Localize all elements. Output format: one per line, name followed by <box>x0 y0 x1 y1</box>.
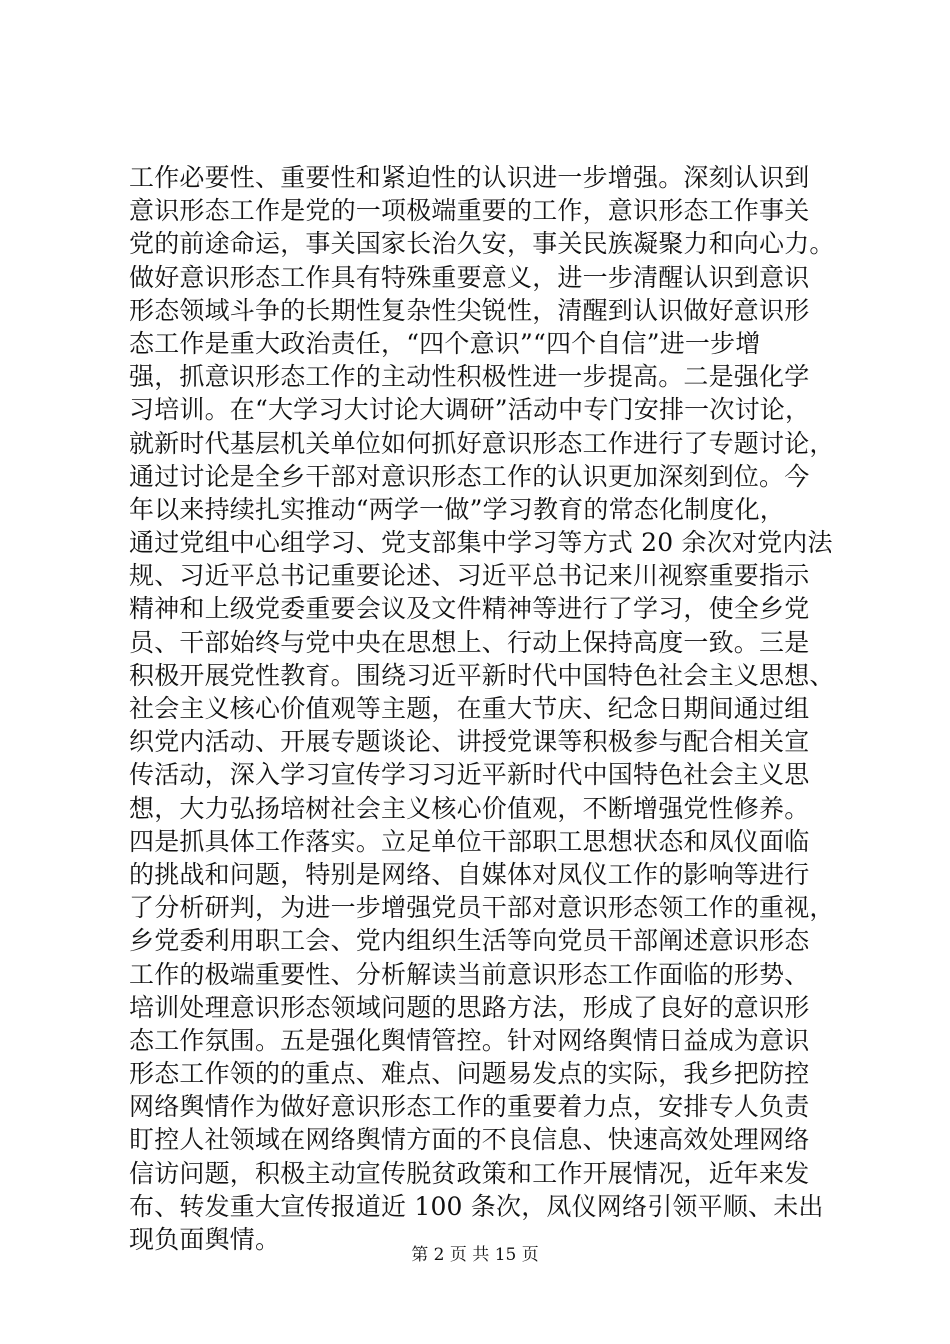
body-line: 网络舆情作为做好意识形态工作的重要着力点，安排专人负责 <box>129 1092 810 1122</box>
body-line: 通过党组中心组学习、党支部集中学习等方式 20 余次对党内法 <box>129 528 833 558</box>
body-line: 就新时代基层机关单位如何抓好意识形态工作进行了专题讨论， <box>129 428 835 458</box>
page-number-footer: 第 2 页 共 15 页 <box>411 1245 539 1265</box>
body-line: 形态工作领的的重点、难点、问题易发点的实际，我乡把防控 <box>129 1059 810 1089</box>
body-line: 态工作是重大政治责任，“四个意识”“四个自信”进一步增 <box>129 328 761 358</box>
body-line: 形态领域斗争的长期性复杂性尖锐性，清醒到认识做好意识形 <box>129 295 810 325</box>
body-line: 社会主义核心价值观等主题，在重大节庆、纪念日期间通过组 <box>129 694 810 723</box>
body-line: 现负面舆情。 <box>129 1225 281 1254</box>
document-body <box>129 161 835 1256</box>
body-line: 了分析研判，为进一步增强党员干部对意识形态领工作的重视， <box>129 893 835 923</box>
body-line: 盯控人社领域在网络舆情方面的不良信息、快速高效处理网络 <box>129 1125 810 1155</box>
body-line: 积极开展党性教育。围绕习近平新时代中国特色社会主义思想、 <box>129 660 835 690</box>
body-line: 意识形态工作是党的一项极端重要的工作，意识形态工作事关 <box>129 196 810 226</box>
body-line: 信访问题，积极主动宣传脱贫政策和工作开展情况，近年来发 <box>129 1158 810 1188</box>
body-line: 精神和上级党委重要会议及文件精神等进行了学习，使全乡党 <box>129 594 810 624</box>
body-line: 强，抓意识形态工作的主动性积极性进一步提高。二是强化学 <box>129 362 810 392</box>
body-line: 布、转发重大宣传报道近 100 条次，凤仪网络引领平顺、未出 <box>129 1191 824 1221</box>
body-line: 培训处理意识形态领域问题的思路方法，形成了良好的意识形 <box>129 992 810 1022</box>
body-line: 年以来持续扎实推动“两学一做”学习教育的常态化制度化， <box>129 494 785 524</box>
body-line: 态工作氛围。五是强化舆情管控。针对网络舆情日益成为意识 <box>129 1025 810 1055</box>
body-line: 党的前途命运，事关国家长治久安，事关民族凝聚力和向心力。 <box>129 229 835 259</box>
body-line: 做好意识形态工作具有特殊重要意义，进一步清醒认识到意识 <box>129 262 810 292</box>
body-line: 工作的极端重要性、分析解读当前意识形态工作面临的形势、 <box>129 959 810 989</box>
body-line: 织党内活动、开展专题谈论、讲授党课等积极参与配合相关宣 <box>129 727 810 757</box>
body-line: 员、干部始终与党中央在思想上、行动上保持高度一致。三是 <box>129 627 810 657</box>
body-line: 习培训。在“大学习大讨论大调研”活动中专门安排一次讨论， <box>129 395 811 425</box>
body-line: 传活动，深入学习宣传学习习近平新时代中国特色社会主义思 <box>129 760 810 790</box>
body-line: 规、习近平总书记重要论述、习近平总书记来川视察重要指示 <box>129 561 810 591</box>
body-line: 工作必要性、重要性和紧迫性的认识进一步增强。深刻认识到 <box>129 163 810 192</box>
body-line: 的挑战和问题，特别是网络、自媒体对凤仪工作的影响等进行 <box>129 859 810 889</box>
body-line: 通过讨论是全乡干部对意识形态工作的认识更加深刻到位。今 <box>129 461 810 491</box>
body-line: 乡党委利用职工会、党内组织生活等向党员干部阐述意识形态 <box>129 926 810 956</box>
body-line: 四是抓具体工作落实。立足单位干部职工思想状态和凤仪面临 <box>129 826 810 856</box>
body-line: 想，大力弘扬培树社会主义核心价值观，不断增强党性修养。 <box>129 793 810 823</box>
